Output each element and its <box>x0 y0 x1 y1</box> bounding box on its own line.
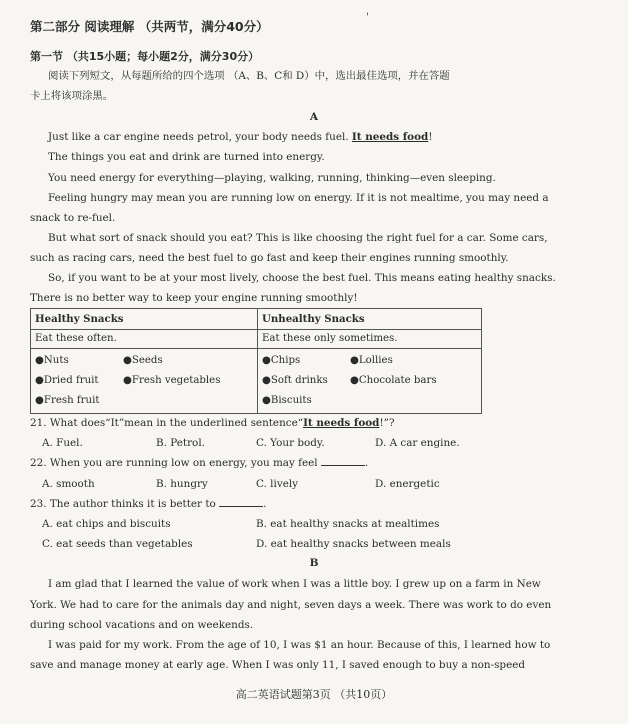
snack-item: ●Chips <box>262 355 301 366</box>
question-21-end: !”? <box>379 417 395 429</box>
passage-a-line1-text: Just like a car engine needs petrol, your body needs fuel. <box>48 131 352 143</box>
instruction-line-2: 卡上将该项涂黑。 <box>30 90 114 102</box>
page-footer: 高二英语试题第3页 （共10页） <box>235 688 393 701</box>
option-22a: A. smooth <box>42 478 95 490</box>
passage-a-line: such as racing cars, need the best fuel to go fast and keep their engines running smoothly. <box>30 252 509 264</box>
snack-item: ●Chocolate bars <box>350 375 437 386</box>
healthy-header: Healthy Snacks <box>31 309 258 330</box>
passage-a-line: The things you eat and drink are turned into energy. <box>48 151 325 163</box>
snack-item: ●Seeds <box>123 355 163 366</box>
passage-a-line: So, if you want to be at your most lively, choose the best fuel. This means eating healthy snacks. <box>48 272 556 284</box>
passage-b-line: save and manage money at early age. When I was only 11, I saved enough to buy a non-speed <box>30 659 526 671</box>
passage-a-line: There is no better way to keep your engine running smoothly! <box>30 292 358 304</box>
section-title: 第二部分 阅读理解 （共两节，满分40分） <box>30 19 269 34</box>
unhealthy-subheader: Eat these only sometimes. <box>258 330 482 349</box>
question-22-text: 22. When you are running low on energy, you may feel <box>30 457 318 469</box>
passage-b-line: I am glad that I learned the value of work when I was a little boy. I grew up on a farm in New <box>48 578 541 590</box>
question-23 <box>30 497 266 511</box>
option-23c: C. eat seeds than vegetables <box>42 538 193 550</box>
passage-b-line: York. We had to care for the animals day and night, seven days a week. There was work to do even <box>30 599 552 611</box>
unhealthy-items-cell <box>258 349 482 414</box>
option-21d: D. A car engine. <box>375 437 460 449</box>
answer-blank <box>219 497 263 507</box>
option-23a: A. eat chips and biscuits <box>42 518 171 530</box>
healthy-items-cell <box>31 349 258 414</box>
unhealthy-header: Unhealthy Snacks <box>258 309 482 330</box>
passage-a-label: A <box>309 111 319 123</box>
snack-item <box>123 391 253 411</box>
subsection-title: 第一节 （共15小题；每小题2分，满分30分） <box>30 50 260 63</box>
option-23d: D. eat healthy snacks between meals <box>256 538 451 550</box>
passage-b-line: I was paid for my work. From the age of 10, I was $1 an hour. Because of this, I learned how to <box>48 639 551 651</box>
answer-blank <box>321 456 365 466</box>
instruction-line-1: 阅读下列短文，从每题所给的四个选项 （A、B、C和 D）中，选出最佳选项，并在答题 <box>48 70 450 82</box>
question-22 <box>30 456 368 470</box>
question-21-text: 21. What does“It”mean in the underlined sentence“ <box>30 417 304 429</box>
passage-a-line1-end: ! <box>428 131 433 143</box>
option-22b: B. hungry <box>156 478 208 490</box>
option-23b: B. eat healthy snacks at mealtimes <box>256 518 440 530</box>
passage-b-label: B <box>309 557 319 569</box>
passage-b-line: during school vacations and on weekends. <box>30 619 254 631</box>
snack-item: ●Lollies <box>350 355 393 366</box>
option-21c: C. Your body. <box>256 437 325 449</box>
option-21a: A. Fuel. <box>42 437 83 449</box>
healthy-subheader: Eat these often. <box>31 330 258 349</box>
option-22d: D. energetic <box>375 478 440 490</box>
snack-item <box>350 391 477 411</box>
underlined-sentence: It needs food <box>351 131 429 143</box>
snack-item: ●Biscuits <box>262 395 312 406</box>
snack-item: ●Fresh fruit <box>35 395 100 406</box>
snack-item: ●Fresh vegetables <box>123 375 221 386</box>
passage-a-line: You need energy for everything—playing, walking, running, thinking—even sleeping. <box>48 172 496 184</box>
passage-a-line: snack to re-fuel. <box>30 212 116 224</box>
passage-a-line: Feeling hungry may mean you are running low on energy. If it is not mealtime, you may need a <box>48 192 549 204</box>
option-21b: B. Petrol. <box>156 437 205 449</box>
question-23-end: . <box>263 498 267 510</box>
snack-item: ●Soft drinks <box>262 375 328 386</box>
question-23-text: 23. The author thinks it is better to <box>30 498 216 510</box>
snacks-table <box>30 308 482 414</box>
snack-item: ●Dried fruit <box>35 375 99 386</box>
question-21 <box>30 416 395 430</box>
passage-a-line: But what sort of snack should you eat? This is like choosing the right fuel for a car. Some cars, <box>48 232 548 244</box>
passage-a-line <box>48 130 433 144</box>
question-22-end: . <box>364 457 369 469</box>
option-22c: C. lively <box>256 478 299 490</box>
stray-mark: ' <box>366 12 369 23</box>
snack-item: ●Nuts <box>35 355 69 366</box>
question-21-underlined: It needs food <box>303 417 380 429</box>
